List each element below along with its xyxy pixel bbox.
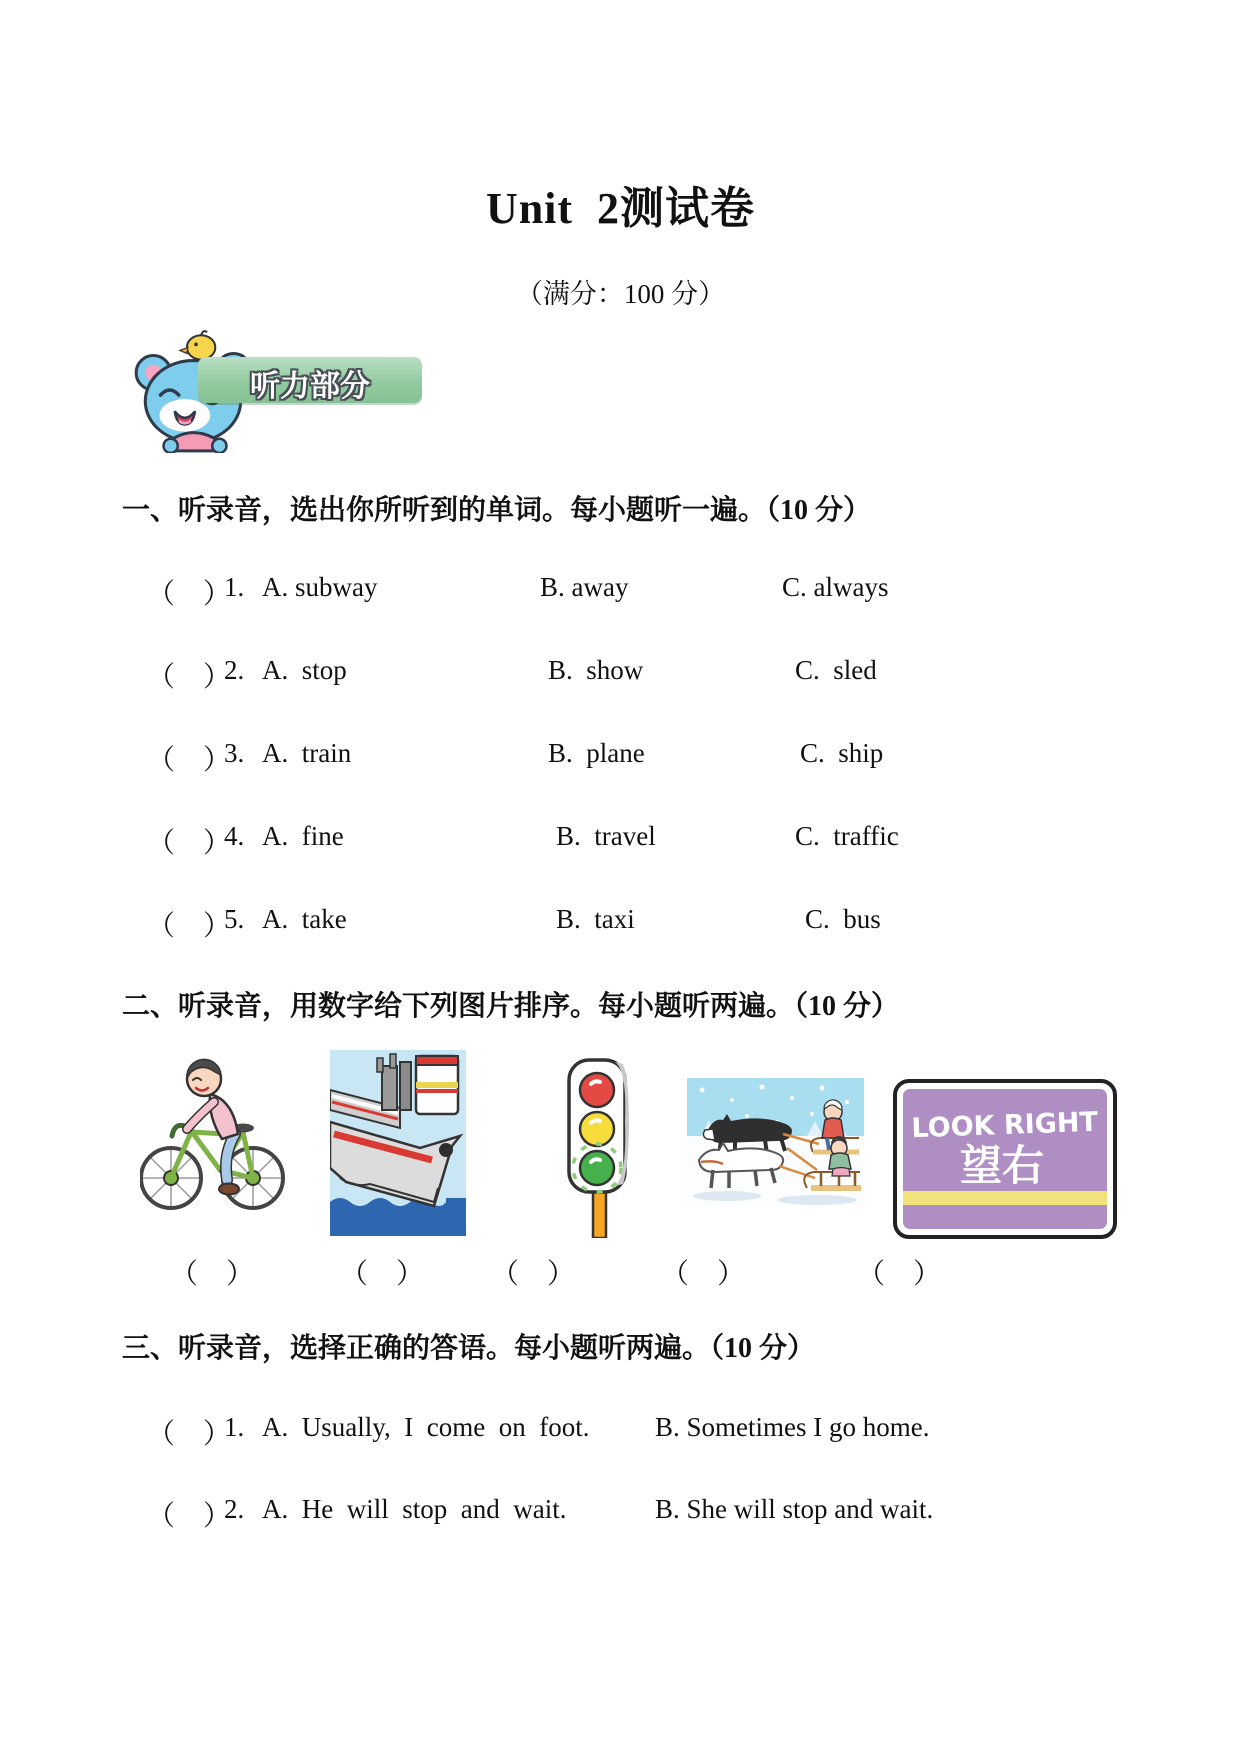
answer-paren: （ ） bbox=[857, 1259, 942, 1290]
option-b: B. plane bbox=[548, 738, 645, 768]
answer-paren: （ ） bbox=[147, 1419, 232, 1450]
chick-icon bbox=[187, 335, 215, 359]
option-b: B. taxi bbox=[556, 904, 635, 934]
page-title: Unit 2测试卷 bbox=[485, 184, 756, 233]
option-a: A. Usually, I come on foot. bbox=[262, 1412, 590, 1442]
question-number: 5. bbox=[224, 904, 245, 934]
ship-tower bbox=[416, 1056, 458, 1114]
answer-paren: （ ） bbox=[147, 579, 232, 610]
option-a: A. take bbox=[262, 904, 347, 934]
bicycle-frame bbox=[171, 1130, 253, 1178]
picture-traffic-light bbox=[563, 1056, 639, 1238]
sign-text-english: LOOK RIGHT bbox=[910, 1106, 1099, 1145]
listening-section-label: 听力部分 bbox=[250, 369, 370, 404]
question-number: 2. bbox=[224, 1494, 245, 1524]
question-number: 3. bbox=[224, 738, 245, 768]
sign-text-chinese: 望右 bbox=[959, 1141, 1045, 1190]
option-a: A. fine bbox=[262, 821, 344, 851]
option-a: A. stop bbox=[262, 655, 347, 685]
picture-look-right-sign bbox=[892, 1078, 1118, 1240]
answer-paren: （ ） bbox=[340, 1259, 425, 1290]
answer-paren: （ ） bbox=[147, 662, 232, 693]
option-c: C. sled bbox=[795, 655, 877, 685]
question-number: 1. bbox=[224, 572, 245, 602]
option-a: A. train bbox=[262, 738, 352, 768]
option-a: A. subway bbox=[262, 572, 378, 602]
answer-paren: （ ） bbox=[147, 1501, 232, 1532]
answer-paren: （ ） bbox=[147, 745, 232, 776]
option-b: B. She will stop and wait. bbox=[655, 1494, 934, 1524]
section2-heading: 二、听录音，用数字给下列图片排序。每小题听两遍。（10 分） bbox=[122, 991, 900, 1022]
picture-ship bbox=[330, 1050, 466, 1236]
listening-section-banner bbox=[198, 357, 422, 403]
traffic-light-green bbox=[580, 1151, 614, 1185]
answer-paren: （ ） bbox=[147, 828, 232, 859]
picture-boy-riding-bicycle bbox=[140, 1042, 286, 1216]
option-c: C. bus bbox=[805, 904, 881, 934]
page-subtitle: （满分：100 分） bbox=[515, 279, 726, 309]
option-b: B. Sometimes I go home. bbox=[655, 1412, 930, 1442]
traffic-light-yellow bbox=[580, 1112, 614, 1146]
picture-dog-sled bbox=[687, 1078, 864, 1206]
traffic-light-red bbox=[580, 1073, 614, 1107]
option-b: B. away bbox=[540, 572, 629, 602]
option-b: B. show bbox=[548, 655, 644, 685]
question-number: 2. bbox=[224, 655, 245, 685]
answer-paren: （ ） bbox=[661, 1259, 746, 1290]
question-number: 4. bbox=[224, 821, 245, 851]
option-a: A. He will stop and wait. bbox=[262, 1494, 567, 1524]
answer-paren: （ ） bbox=[170, 1259, 255, 1290]
section1-heading: 一、听录音，选出你所听到的单词。每小题听一遍。（10 分） bbox=[122, 495, 872, 526]
section3-heading: 三、听录音，选择正确的答语。每小题听两遍。（10 分） bbox=[122, 1333, 816, 1364]
answer-paren: （ ） bbox=[147, 911, 232, 942]
option-b: B. travel bbox=[556, 821, 656, 851]
option-c: C. traffic bbox=[795, 821, 899, 851]
answer-paren: （ ） bbox=[491, 1259, 576, 1290]
option-c: C. ship bbox=[800, 738, 884, 768]
question-number: 1. bbox=[224, 1412, 245, 1442]
option-c: C. always bbox=[782, 572, 889, 602]
